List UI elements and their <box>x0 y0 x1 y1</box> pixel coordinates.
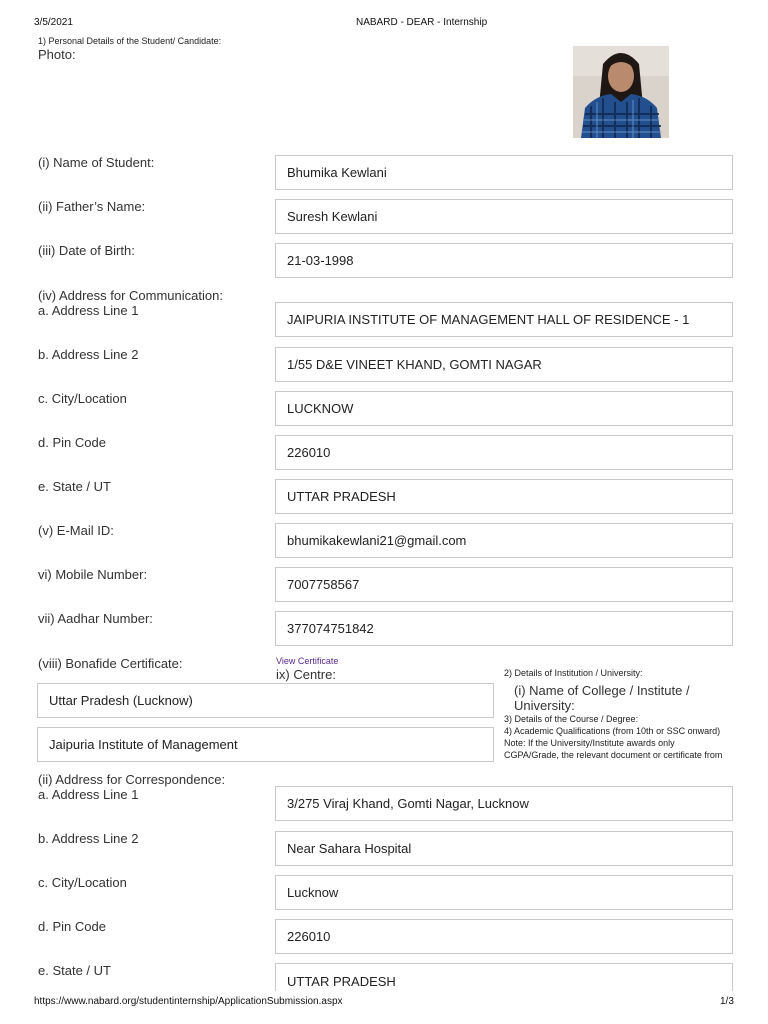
dob-label: (iii) Date of Birth: <box>38 243 135 258</box>
corr-city-field[interactable]: Lucknow <box>275 875 733 910</box>
comm-state-label: e. State / UT <box>38 479 111 494</box>
page-title: NABARD - DEAR - Internship <box>356 17 488 28</box>
comm-address-line1-field[interactable]: JAIPURIA INSTITUTE OF MANAGEMENT HALL OF RESIDENCE - 1 <box>275 302 733 337</box>
mobile-label: vi) Mobile Number: <box>38 567 148 582</box>
print-date: 3/5/2021 <box>34 17 73 28</box>
aadhar-field[interactable]: 377074751842 <box>275 611 733 646</box>
corr-state-label: e. State / UT <box>38 963 111 978</box>
comm-city-label: c. City/Location <box>38 391 127 406</box>
corr-pincode-label: d. Pin Code <box>38 919 106 934</box>
centre-field[interactable]: Uttar Pradesh (Lucknow) <box>37 683 494 718</box>
communication-address-label: (iv) Address for Communication: <box>38 288 223 303</box>
photo-label: Photo: <box>38 47 76 62</box>
name-label: (i) Name of Student: <box>38 155 155 170</box>
view-certificate-link[interactable]: View Certificate <box>276 656 339 666</box>
section-academic-heading: 4) Academic Qualifications (from 10th or SSC onward) <box>504 726 721 736</box>
academic-note-line1: Note: If the University/Institute awards only <box>504 738 675 748</box>
comm-address-line2-field[interactable]: 1/55 D&E VINEET KHAND, GOMTI NAGAR <box>275 347 733 382</box>
comm-pincode-label: d. Pin Code <box>38 435 106 450</box>
section-personal-heading: 1) Personal Details of the Student/ Candidate: <box>38 36 222 46</box>
comm-address-line2-label: b. Address Line 2 <box>38 347 139 362</box>
corr-address-line2-field[interactable]: Near Sahara Hospital <box>275 831 733 866</box>
section-course-heading: 3) Details of the Course / Degree: <box>504 714 639 724</box>
email-field[interactable]: bhumikakewlani21@gmail.com <box>275 523 733 558</box>
correspondence-address-label: (ii) Address for Correspondence: <box>38 772 226 787</box>
dob-field[interactable]: 21-03-1998 <box>275 243 733 278</box>
academic-note-line2: CGPA/Grade, the relevant document or certificate from <box>504 750 723 760</box>
comm-city-field[interactable]: LUCKNOW <box>275 391 733 426</box>
page-number: 1/3 <box>720 996 734 1007</box>
footer-url[interactable]: https://www.nabard.org/studentinternship/ApplicationSubmission.aspx <box>34 996 343 1007</box>
corr-pincode-field[interactable]: 226010 <box>275 919 733 954</box>
bonafide-label: (viii) Bonafide Certificate: <box>38 656 183 671</box>
comm-pincode-field[interactable]: 226010 <box>275 435 733 470</box>
corr-address-line1-label: a. Address Line 1 <box>38 787 139 802</box>
corr-city-label: c. City/Location <box>38 875 127 890</box>
college-name-field[interactable]: Jaipuria Institute of Management <box>37 727 494 762</box>
corr-address-line2-label: b. Address Line 2 <box>38 831 139 846</box>
father-name-label: (ii) Father’s Name: <box>38 199 146 214</box>
comm-address-line1-label: a. Address Line 1 <box>38 303 139 318</box>
father-name-field[interactable]: Suresh Kewlani <box>275 199 733 234</box>
corr-state-field[interactable]: UTTAR PRADESH <box>275 963 733 998</box>
college-name-label-line1: (i) Name of College / Institute / <box>514 683 690 698</box>
email-label: (v) E-Mail ID: <box>38 523 114 538</box>
aadhar-label: vii) Aadhar Number: <box>38 611 153 626</box>
corr-address-line1-field[interactable]: 3/275 Viraj Khand, Gomti Nagar, Lucknow <box>275 786 733 821</box>
centre-label: ix) Centre: <box>276 667 336 682</box>
student-name-field[interactable]: Bhumika Kewlani <box>275 155 733 190</box>
comm-state-field[interactable]: UTTAR PRADESH <box>275 479 733 514</box>
college-name-label-line2: University: <box>514 698 575 713</box>
student-photo <box>573 46 669 138</box>
mobile-field[interactable]: 7007758567 <box>275 567 733 602</box>
section-institution-heading: 2) Details of Institution / University: <box>504 668 643 678</box>
